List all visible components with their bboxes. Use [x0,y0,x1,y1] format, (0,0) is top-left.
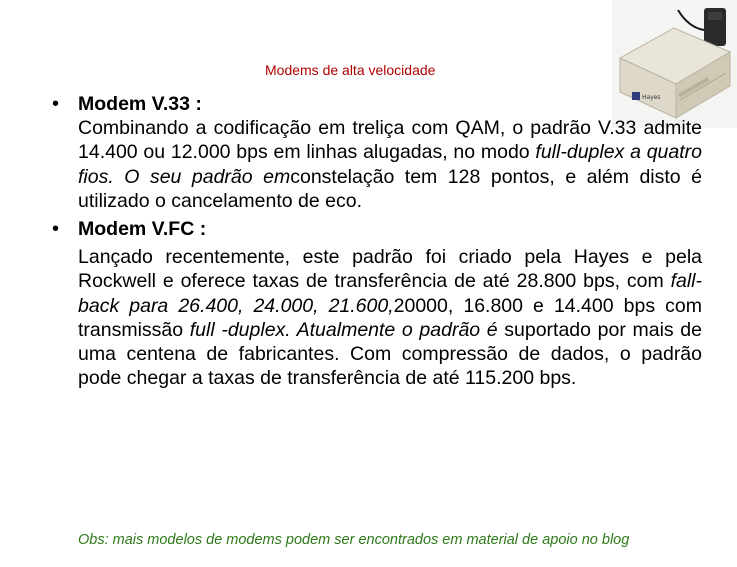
paragraph-italic-text: full -duplex. Atualmente o padrão é [189,318,498,341]
bullet-heading: Modem V.FC : [78,218,207,241]
bullet-paragraph [78,116,702,213]
photo-brand-text: Hayes [642,94,661,101]
paragraph-text: constelação tem 128 pontos, e além disto é utilizado o cancelamento de eco. [78,165,702,212]
paragraph-text: suportado por mais de uma centena de fabricantes. Com compressão de dados, o padrão pode chegar a taxas de transferência de até 115.200 bps. [78,318,702,390]
paragraph-italic-text: full-duplex a quatro fios. O seu padrão em [78,141,702,188]
bullet-item [52,92,702,213]
bullet-item [52,217,702,390]
bullet-dot: • [52,218,60,241]
slide-title: Modems de alta velocidade [265,62,436,78]
paragraph-italic-text: fall-back para 26.400, 24.000, 21.600, [78,270,702,317]
slide-body [52,92,702,390]
bullet-paragraph [78,245,702,390]
footnote: Obs: mais modelos de modems podem ser encontrados em material de apoio no blog [78,532,630,548]
bullet-dot: • [52,93,60,115]
paragraph-text: Lançado recentemente, este padrão foi criado pela Hayes e pela Rockwell e oferece taxas de transferência de até 28.800 bps, com [78,246,702,293]
bullet-heading: Modem V.33 : [78,93,202,115]
paragraph-text: Combinando a codificação em treliça com QAM, o padrão V.33 admite 14.400 ou 12.000 bps em linhas alugadas, no modo [78,117,702,164]
paragraph-text: 20000, 16.800 e 14.400 bps com transmissão [78,294,702,341]
